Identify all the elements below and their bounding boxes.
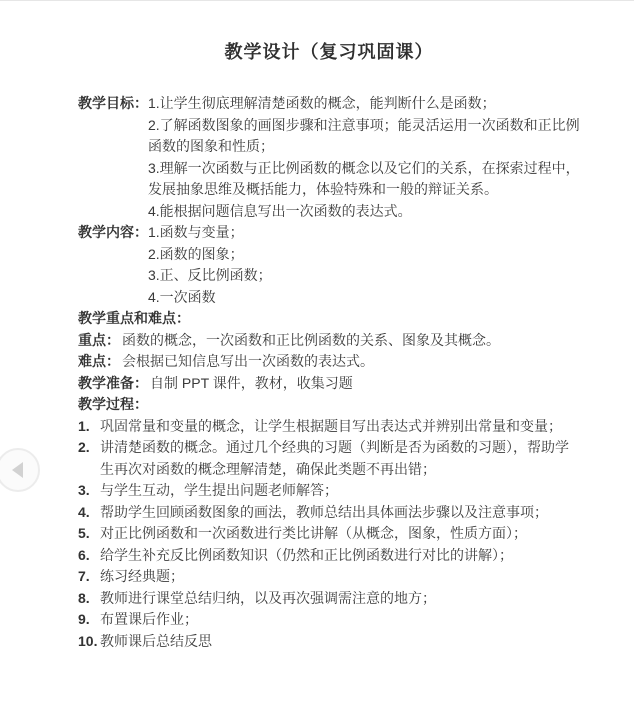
difficulty-label: 难点： (78, 353, 120, 369)
step-number: 6. (78, 546, 90, 563)
step-text: 布置课后作业； (100, 611, 198, 627)
section-teaching-contents (78, 222, 580, 308)
section-key-point (78, 330, 580, 352)
content-item: 3.正、反比例函数； (148, 267, 272, 283)
goal-item: 4.能根据问题信息写出一次函数的表达式。 (148, 202, 412, 219)
step-text: 帮助学生回顾函数图象的画法，教师总结出具体画法步骤以及注意事项； (100, 503, 548, 520)
teaching-contents-content (148, 222, 580, 308)
process-heading: 教学过程： (78, 396, 148, 412)
process-step (78, 416, 580, 438)
process-step (78, 480, 580, 502)
step-number: 4. (78, 503, 90, 520)
section-teaching-goals (78, 93, 580, 222)
step-text: 练习经典题； (100, 568, 184, 584)
content-item: 1.函数与变量； (148, 224, 244, 240)
step-text: 对正比例函数和一次函数进行类比讲解（从概念，图象，性质方面）； (100, 525, 527, 541)
step-text: 讲清楚函数的概念。通过几个经典的习题（判断是否为函数的习题），帮助学生再次对函数的概念理解清楚，确保此类题不再出错； (100, 439, 569, 477)
teaching-goals-content (148, 93, 580, 222)
process-step (78, 566, 580, 588)
step-text: 给学生补充反比例函数知识（仍然和正比例函数进行对比的讲解）； (100, 546, 513, 563)
preparation-text: 自制 PPT 课件，教材，收集习题 (150, 374, 353, 391)
process-step (78, 502, 580, 524)
goal-item: 2.了解函数图象的画图步骤和注意事项；能灵活运用一次函数和正比例函数的图象和性质； (148, 116, 580, 154)
goal-item: 3.理解一次函数与正比例函数的概念以及它们的关系，在探索过程中，发展抽象思维及概括能力，体验特殊和一般的辩证关系。 (148, 159, 580, 197)
process-step (78, 631, 580, 653)
key-point-text: 函数的概念，一次函数和正比例函数的关系、图象及其概念。 (122, 331, 500, 348)
step-text: 巩固常量和变量的概念，让学生根据题目写出表达式并辨别出常量和变量； (100, 417, 562, 434)
step-number: 5. (78, 525, 90, 541)
key-point-label: 重点： (78, 331, 120, 348)
step-number: 2. (78, 439, 90, 455)
goal-item: 1.让学生彻底理解清楚函数的概念，能判断什么是函数； (148, 95, 496, 111)
process-step-list (78, 416, 580, 653)
step-text: 教师进行课堂总结归纳，以及再次强调需注意的地方； (100, 589, 436, 606)
step-number: 3. (78, 482, 90, 498)
section-difficulty (78, 351, 580, 373)
step-number: 10. (78, 632, 98, 649)
document-title: 教学设计（复习巩固课） (224, 42, 434, 62)
step-number: 7. (78, 568, 90, 584)
step-number: 1. (78, 417, 90, 434)
step-number: 9. (78, 611, 90, 627)
difficulty-text: 会根据已知信息写出一次函数的表达式。 (122, 353, 374, 369)
content-item: 2.函数的图象； (148, 245, 244, 262)
process-step (78, 437, 580, 480)
teaching-contents-label: 教学内容： (78, 224, 148, 240)
process-step (78, 609, 580, 631)
process-step (78, 523, 580, 545)
section-preparation (78, 373, 580, 395)
content-item: 4.一次函数 (148, 288, 216, 305)
left-triangle-icon (12, 462, 23, 478)
preparation-label: 教学准备： (78, 374, 148, 391)
step-text: 教师课后总结反思 (100, 632, 212, 649)
teaching-goals-label: 教学目标： (78, 95, 148, 111)
step-text: 与学生互动，学生提出问题老师解答； (100, 482, 338, 498)
step-number: 8. (78, 589, 90, 606)
process-step (78, 545, 580, 567)
keypoints-heading: 教学重点和难点： (78, 310, 190, 326)
process-step (78, 588, 580, 610)
